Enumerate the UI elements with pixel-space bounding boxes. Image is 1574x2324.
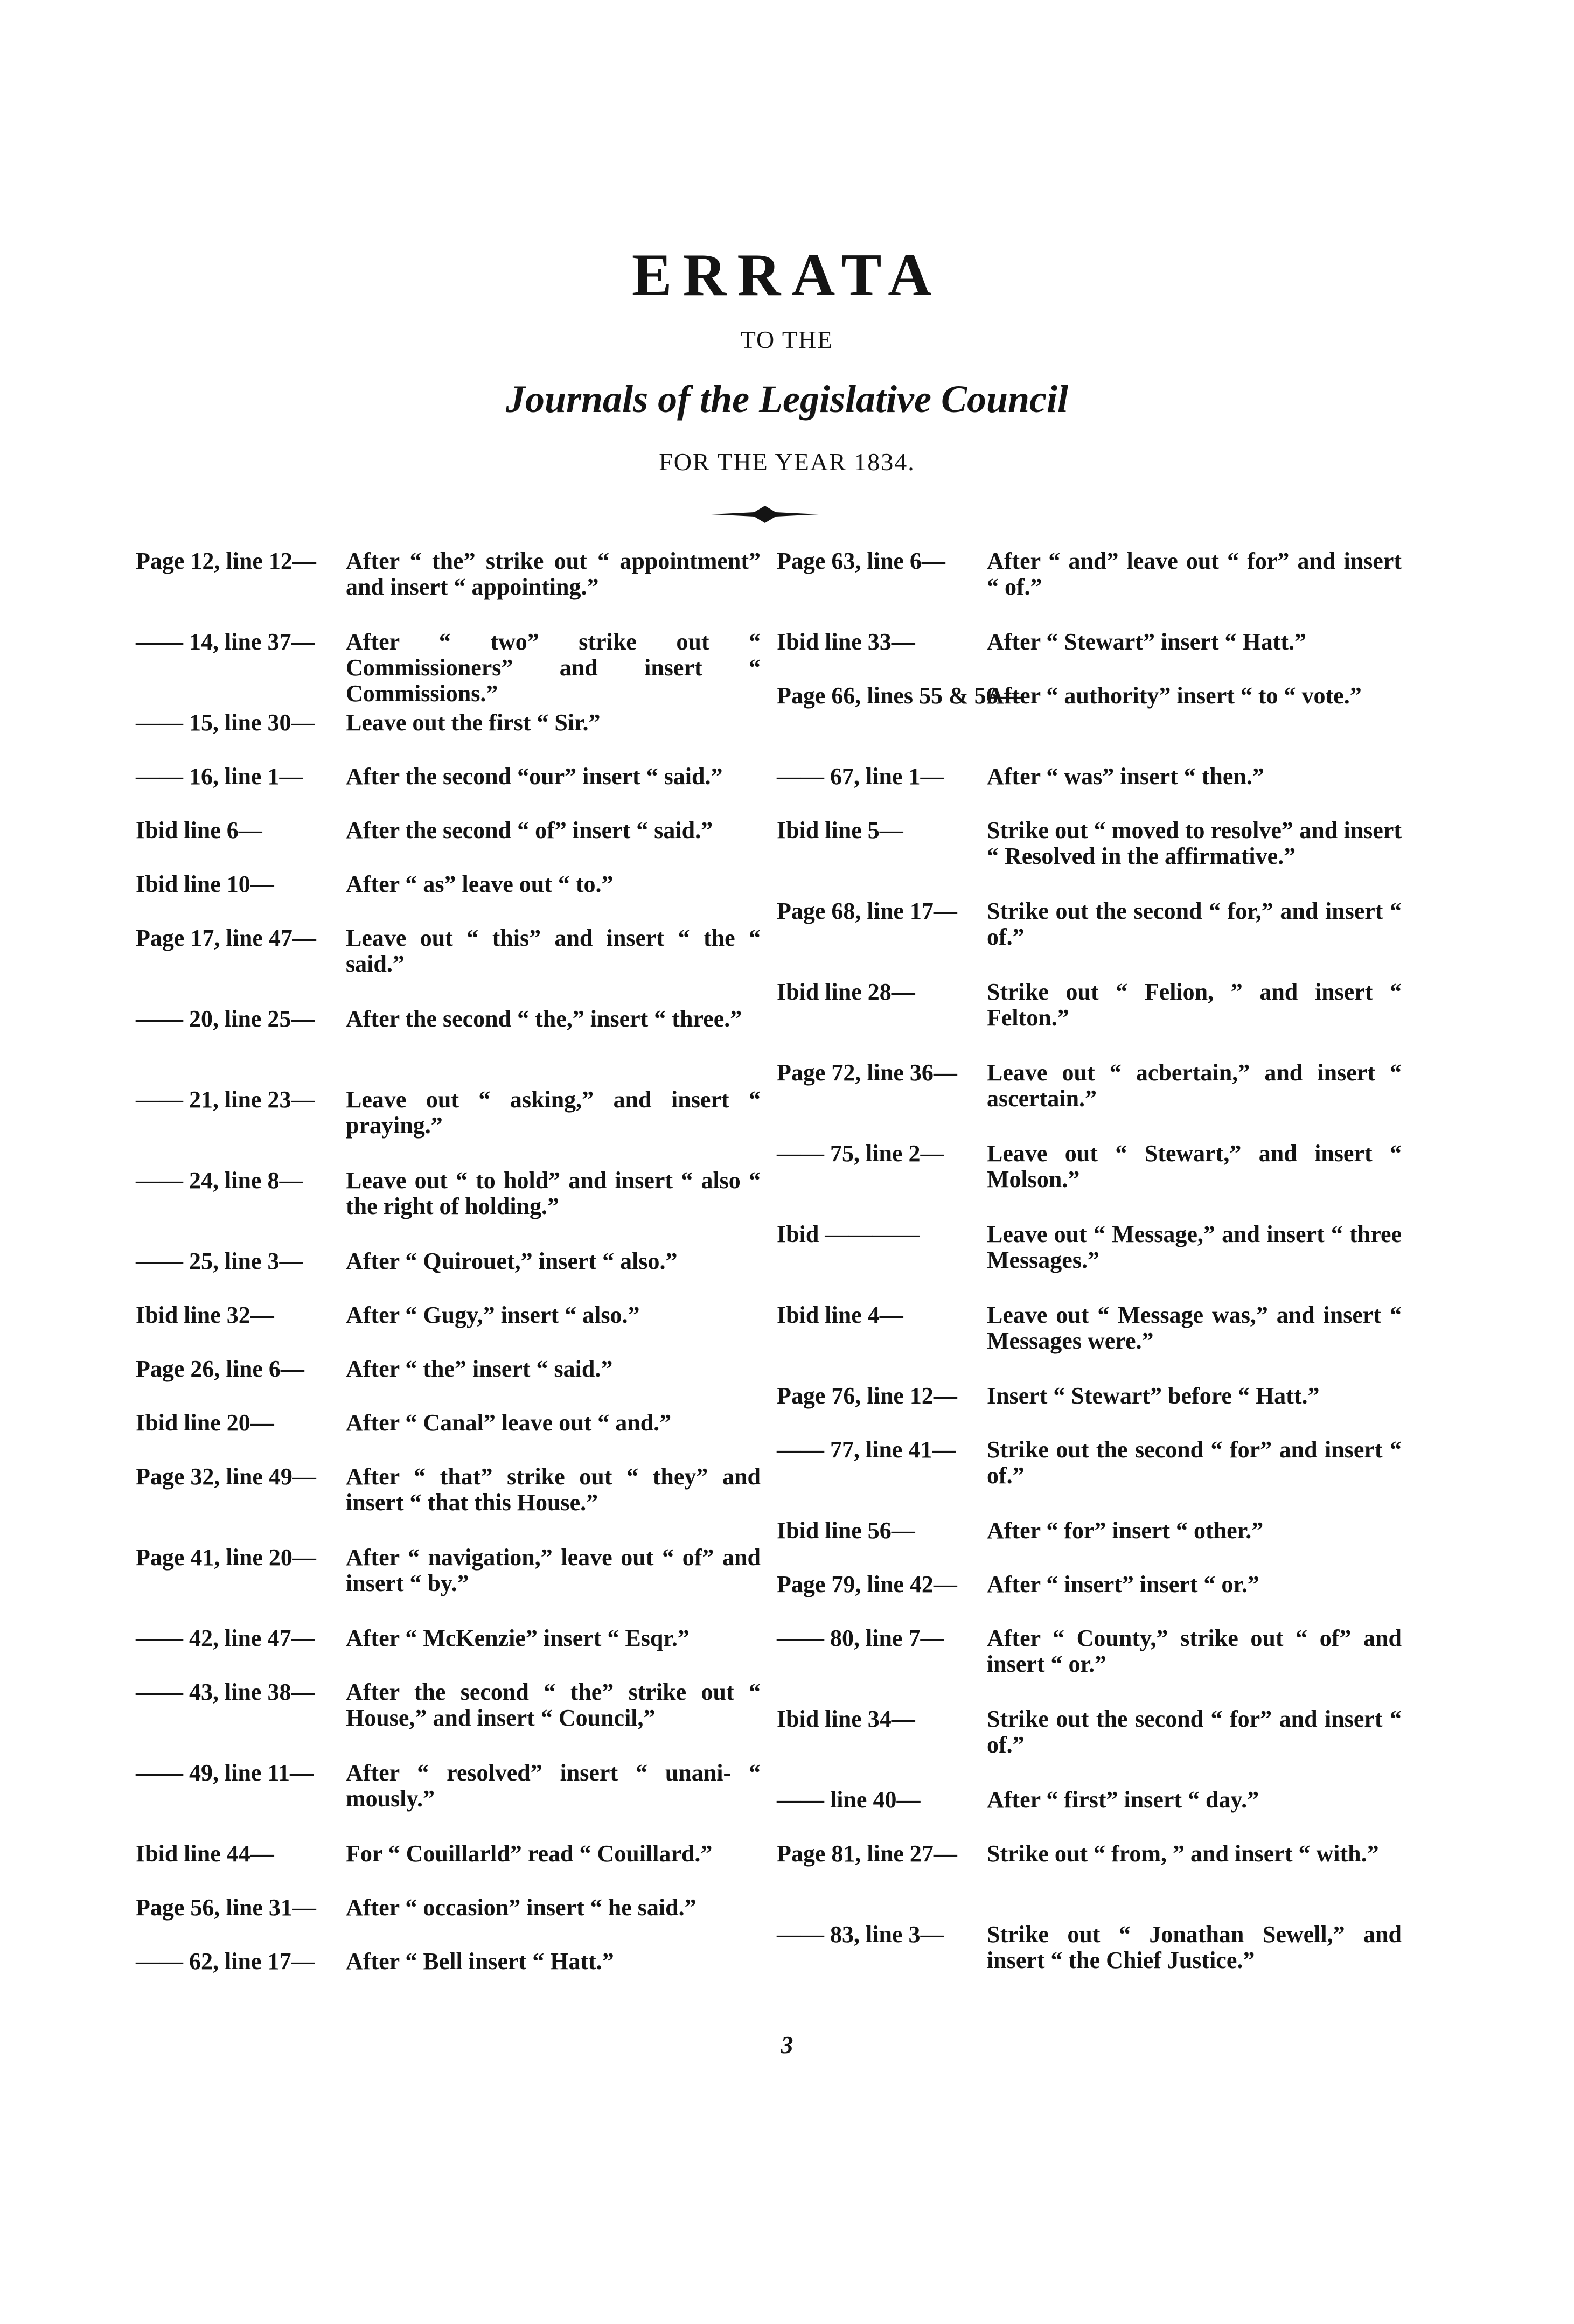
entry-correction: After “ County,” strike out “ of” and insert “ or.” bbox=[987, 1625, 1402, 1677]
entry-correction: Leave out “ asking,” and insert “ praying.” bbox=[346, 1086, 761, 1139]
errata-entry bbox=[777, 1572, 1402, 1597]
entry-correction: After “ Gugy,” insert “ also.” bbox=[346, 1302, 640, 1328]
errata-entry bbox=[136, 871, 761, 897]
errata-entry bbox=[777, 764, 1402, 790]
entry-reference: —— 24, line 8— bbox=[136, 1167, 303, 1194]
errata-entry bbox=[777, 1625, 1402, 1677]
entry-reference: Ibid line 6— bbox=[136, 817, 262, 843]
entry-correction: After “ McKenzie” insert “ Esqr.” bbox=[346, 1625, 690, 1651]
errata-entry bbox=[136, 710, 761, 736]
entry-reference: Ibid line 28— bbox=[777, 979, 915, 1005]
entry-correction: After the second “ the,” insert “ three.” bbox=[346, 1006, 742, 1032]
errata-entry bbox=[777, 1302, 1402, 1354]
entry-correction: After “ Bell insert “ Hatt.” bbox=[346, 1948, 614, 1974]
errata-entry bbox=[136, 925, 761, 977]
entry-reference: Ibid line 10— bbox=[136, 871, 274, 897]
errata-entry bbox=[777, 1841, 1402, 1867]
entry-correction: Strike out “ moved to resolve” and insert “ Resolved in the affirmative.” bbox=[987, 817, 1402, 869]
entry-correction: Strike out “ Jonathan Sewell,” and insert “ the Chief Justice.” bbox=[987, 1921, 1402, 1973]
errata-entry bbox=[777, 1222, 1402, 1273]
entry-correction: Strike out the second “ for” and insert “ of.” bbox=[987, 1436, 1402, 1489]
entry-reference: Ibid line 5— bbox=[777, 817, 903, 843]
entry-correction: After the second “ the” strike out “ House,” and insert “ Council,” bbox=[346, 1679, 761, 1731]
entry-reference: Page 26, line 6— bbox=[136, 1356, 304, 1382]
entry-reference: Ibid ———— bbox=[777, 1221, 920, 1247]
entry-correction: After the second “our” insert “ said.” bbox=[346, 763, 723, 790]
entry-reference: —— 75, line 2— bbox=[777, 1140, 944, 1167]
entry-reference: Ibid line 44— bbox=[136, 1840, 274, 1867]
errata-entry bbox=[777, 898, 1402, 950]
errata-entry bbox=[136, 629, 761, 707]
entry-reference: Page 68, line 17— bbox=[777, 898, 957, 924]
entry-correction: Strike out “ Felion, ” and insert “ Felton.” bbox=[987, 979, 1402, 1031]
entry-correction: After “ two” strike out “ Commissioners” and insert “ Commissions.” bbox=[346, 629, 761, 707]
entry-reference: Page 66, lines 55 & 56— bbox=[777, 682, 1022, 709]
entry-correction: After “ authority” insert “ to “ vote.” bbox=[987, 682, 1362, 709]
entry-reference: Page 56, line 31— bbox=[136, 1894, 316, 1921]
entry-correction: After “ first” insert “ day.” bbox=[987, 1786, 1259, 1813]
errata-entry bbox=[136, 1545, 761, 1596]
entry-reference: —— 83, line 3— bbox=[777, 1921, 944, 1948]
entry-correction: Leave out the first “ Sir.” bbox=[346, 709, 601, 736]
entry-reference: Page 76, line 12— bbox=[777, 1383, 957, 1409]
entry-correction: After the second “ of” insert “ said.” bbox=[346, 817, 713, 843]
entry-correction: After “ resolved” insert “ unani- “ mously.” bbox=[346, 1760, 761, 1812]
errata-entry bbox=[136, 818, 761, 843]
errata-entry bbox=[777, 548, 1402, 600]
entry-reference: —— 67, line 1— bbox=[777, 763, 944, 790]
errata-entry bbox=[136, 1006, 761, 1032]
errata-entry bbox=[136, 1168, 761, 1219]
entry-correction: Leave out “ this” and insert “ the “ said.” bbox=[346, 925, 761, 977]
entry-correction: Strike out “ from, ” and insert “ with.” bbox=[987, 1840, 1379, 1867]
entry-reference: —— 20, line 25— bbox=[136, 1006, 315, 1032]
page-number: 3 bbox=[781, 2031, 793, 2058]
page-title: ERRATA bbox=[631, 242, 943, 309]
entry-reference: —— 80, line 7— bbox=[777, 1625, 944, 1651]
entry-reference: Page 79, line 42— bbox=[777, 1571, 957, 1597]
errata-entry bbox=[136, 1895, 761, 1921]
errata-entry bbox=[136, 548, 761, 600]
errata-entry bbox=[777, 979, 1402, 1031]
entry-reference: Page 72, line 36— bbox=[777, 1059, 957, 1086]
entry-reference: Page 41, line 20— bbox=[136, 1544, 316, 1571]
entry-correction: For “ Couillarld” read “ Couillard.” bbox=[346, 1840, 713, 1867]
errata-entry bbox=[777, 1060, 1402, 1112]
entry-correction: Strike out the second “ for,” and insert “ of.” bbox=[987, 898, 1402, 950]
entry-correction: After “ occasion” insert “ he said.” bbox=[346, 1894, 697, 1921]
entry-correction: After “ that” strike out “ they” and insert “ that this House.” bbox=[346, 1463, 761, 1516]
entry-reference: Ibid line 56— bbox=[777, 1517, 915, 1544]
errata-entry bbox=[777, 818, 1402, 869]
errata-entry bbox=[136, 1302, 761, 1328]
entry-reference: Page 32, line 49— bbox=[136, 1463, 316, 1490]
entry-correction: After “ for” insert “ other.” bbox=[987, 1517, 1264, 1544]
entry-correction: After “ as” leave out “ to.” bbox=[346, 871, 614, 897]
entry-reference: Page 81, line 27— bbox=[777, 1840, 957, 1867]
errata-entry bbox=[136, 1464, 761, 1516]
entry-reference: Page 17, line 47— bbox=[136, 925, 316, 951]
entry-reference: —— 49, line 11— bbox=[136, 1760, 314, 1786]
ornament-divider-icon bbox=[711, 504, 819, 525]
entry-correction: After “ and” leave out “ for” and insert “ of.” bbox=[987, 548, 1402, 600]
entry-correction: After “ Canal” leave out “ and.” bbox=[346, 1409, 672, 1436]
errata-entry bbox=[777, 1922, 1402, 1973]
entry-reference: Ibid line 32— bbox=[136, 1302, 274, 1328]
errata-entry bbox=[136, 1356, 761, 1382]
errata-entry bbox=[136, 1679, 761, 1731]
errata-entry bbox=[136, 1410, 761, 1436]
entry-correction: Insert “ Stewart” before “ Hatt.” bbox=[987, 1383, 1320, 1409]
entry-reference: —— 14, line 37— bbox=[136, 629, 315, 655]
errata-entry bbox=[136, 1841, 761, 1867]
entry-correction: Strike out the second “ for” and insert “ of.” bbox=[987, 1706, 1402, 1758]
entry-correction: After “ the” insert “ said.” bbox=[346, 1356, 613, 1382]
errata-entry bbox=[777, 1141, 1402, 1192]
entry-reference: Ibid line 4— bbox=[777, 1302, 903, 1328]
entry-correction: After “ Stewart” insert “ Hatt.” bbox=[987, 629, 1307, 655]
entry-correction: Leave out “ Message was,” and insert “ Messages were.” bbox=[987, 1302, 1402, 1354]
entry-correction: After “ Quirouet,” insert “ also.” bbox=[346, 1248, 678, 1274]
subtitle: TO THE bbox=[740, 326, 834, 353]
entry-correction: Leave out “ to hold” and insert “ also “ the right of holding.” bbox=[346, 1167, 761, 1219]
journal-title: Journals of the Legislative Council bbox=[505, 378, 1069, 421]
entry-reference: —— 62, line 17— bbox=[136, 1948, 315, 1974]
entry-correction: After “ navigation,” leave out “ of” and insert “ by.” bbox=[346, 1544, 761, 1596]
entry-reference: Page 12, line 12— bbox=[136, 548, 316, 574]
entry-reference: Page 63, line 6— bbox=[777, 548, 945, 574]
errata-entry bbox=[777, 1383, 1402, 1409]
entry-reference: —— 42, line 47— bbox=[136, 1625, 315, 1651]
entry-reference: —— 43, line 38— bbox=[136, 1679, 315, 1705]
errata-entry bbox=[136, 1087, 761, 1139]
entry-reference: —— 25, line 3— bbox=[136, 1248, 303, 1274]
entry-reference: Ibid line 20— bbox=[136, 1409, 274, 1436]
errata-entry bbox=[777, 1787, 1402, 1813]
errata-entry bbox=[136, 1949, 761, 1974]
errata-entry bbox=[777, 683, 1402, 709]
year-line: FOR THE YEAR 1834. bbox=[659, 448, 915, 476]
errata-entry bbox=[777, 1437, 1402, 1489]
errata-entry bbox=[136, 1248, 761, 1274]
entry-correction: Leave out “ Stewart,” and insert “ Molson.” bbox=[987, 1140, 1402, 1192]
entry-correction: Leave out “ Message,” and insert “ three Messages.” bbox=[987, 1221, 1402, 1273]
entry-reference: —— 15, line 30— bbox=[136, 709, 315, 736]
entry-correction: After “ the” strike out “ appointment” and insert “ appointing.” bbox=[346, 548, 761, 600]
entry-reference: Ibid line 34— bbox=[777, 1706, 915, 1732]
entry-reference: —— line 40— bbox=[777, 1786, 921, 1813]
entry-correction: Leave out “ acbertain,” and insert “ ascertain.” bbox=[987, 1059, 1402, 1112]
entry-reference: Ibid line 33— bbox=[777, 629, 915, 655]
entry-reference: —— 16, line 1— bbox=[136, 763, 303, 790]
errata-entry bbox=[136, 764, 761, 790]
entry-correction: After “ was” insert “ then.” bbox=[987, 763, 1264, 790]
errata-entry bbox=[136, 1625, 761, 1651]
errata-entry bbox=[136, 1760, 761, 1812]
errata-entry bbox=[777, 1706, 1402, 1758]
errata-entry bbox=[777, 1518, 1402, 1544]
entry-correction: After “ insert” insert “ or.” bbox=[987, 1571, 1259, 1597]
entry-reference: —— 77, line 41— bbox=[777, 1436, 956, 1463]
entry-reference: —— 21, line 23— bbox=[136, 1086, 315, 1113]
errata-entry bbox=[777, 629, 1402, 655]
